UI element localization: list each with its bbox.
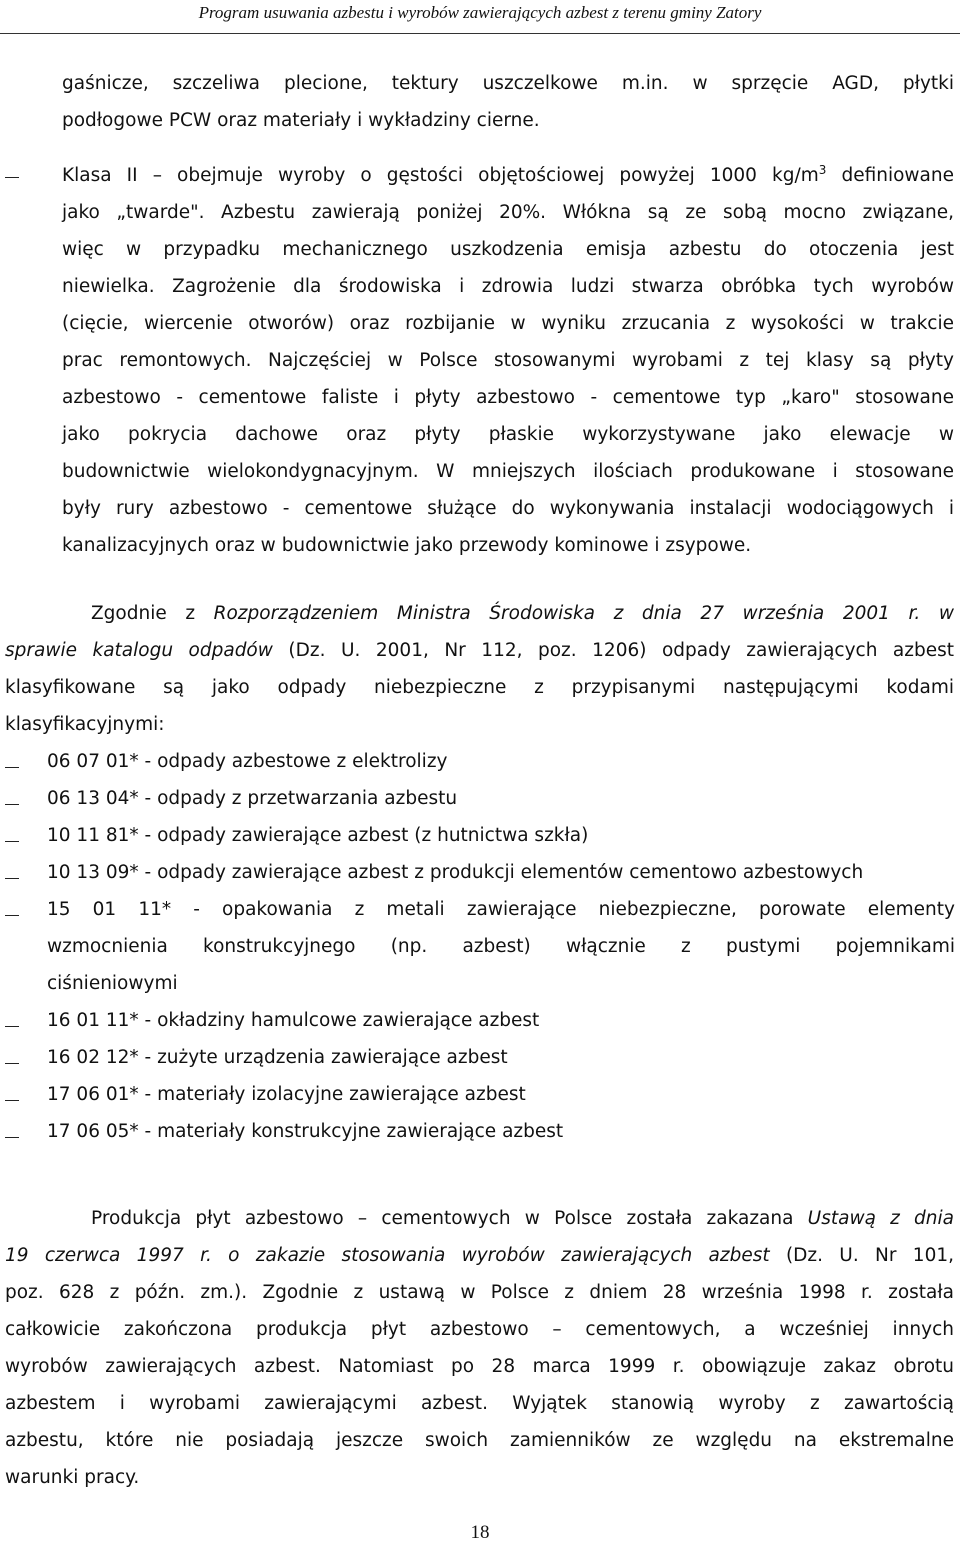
italic-span: Ustawą z dnia (807, 1208, 954, 1229)
text-line (5, 1200, 954, 1237)
dash-bullet (5, 878, 19, 879)
text-line: wzmocnienia konstrukcyjnego (np. azbest) włącznie z pustymi pojemnikami (47, 936, 955, 957)
text-line: azbestem i wyrobami zawierającymi azbest. Wyjątek stanowią wyroby z zawartością (5, 1393, 954, 1414)
list-item: 10 13 09* - odpady zawierające azbest z produkcji elementów cementowo azbestowych (47, 862, 864, 883)
dash-bullet (5, 767, 19, 768)
regulation-paragraph (5, 595, 954, 743)
dash-bullet (5, 1137, 19, 1138)
text-line: klasyfikowane są jako odpady niebezpieczne z przypisanymi następującymi kodami (5, 677, 954, 698)
text-line: kanalizacyjnych oraz w budownictwie jako przewody kominowe i zsypowe. (62, 535, 752, 557)
text-span: (Dz. U. Nr 101, (769, 1245, 954, 1266)
paragraph-continuation (62, 65, 954, 139)
italic-span: Rozporządzeniem Ministra Środowiska z dnia 27 września 2001 r. w (213, 603, 954, 624)
text-line: azbestowo - cementowe faliste i płyty azbestowo - cementowe typ „karo" stosowane (62, 387, 954, 409)
dash-bullet (5, 1063, 19, 1064)
text-span: Klasa II – obejmuje wyroby o gęstości objętościowej powyżej 1000 kg/m (62, 165, 819, 187)
text-line: całkowicie zakończona produkcja płyt azbestowo – cementowych, a wcześniej innych (5, 1319, 954, 1340)
text-span: Zgodnie z (91, 603, 214, 624)
text-line: warunki pracy. (5, 1467, 140, 1488)
text-span: Produkcja płyt azbestowo – cementowych w Polsce została zakazana (91, 1208, 808, 1229)
text-line: jako pokrycia dachowe oraz płyty płaskie wykorzystywane jako elewacje w (62, 424, 954, 446)
text-line: prac remontowych. Najczęściej w Polsce stosowanymi wyrobami z tej klasy są płyty (62, 350, 954, 372)
text-line: gaśnicze, szczeliwa plecione, tektury uszczelkowe m.in. w sprzęcie AGD, płytki (62, 73, 954, 94)
list-item: 17 06 05* - materiały konstrukcyjne zawierające azbest (47, 1121, 564, 1142)
list-item: 16 01 11* - okładziny hamulcowe zawierające azbest (47, 1010, 540, 1031)
italic-span: 19 czerwca 1997 r. o zakazie stosowania wyrobów zawierających azbest (5, 1245, 770, 1266)
page-number: 18 (470, 1522, 490, 1543)
running-header (0, 0, 960, 34)
text-line: podłogowe PCW oraz materiały i wykładziny cierne. (62, 110, 540, 131)
class-two-paragraph (62, 152, 954, 564)
text-span: definiowane (826, 165, 954, 187)
list-item: 06 07 01* - odpady azbestowe z elektrolizy (47, 751, 448, 772)
list-item: 17 06 01* - materiały izolacyjne zawierające azbest (47, 1084, 526, 1105)
list-item (47, 891, 955, 1002)
production-ban-paragraph (5, 1200, 954, 1496)
text-line: klasyfikacyjnymi: (5, 714, 165, 735)
text-line: (cięcie, wiercenie otworów) oraz rozbijanie w wyniku zrzucania z wysokości w trakcie (62, 313, 954, 335)
text-line: więc w przypadku mechanicznego uszkodzenia emisja azbestu do otoczenia jest (62, 239, 954, 261)
text-line: niewielka. Zagrożenie dla środowiska i zdrowia ludzi stwarza obróbka tych wyrobów (62, 276, 954, 298)
text-line: były rury azbestowo - cementowe służące do wykonywania instalacji wodociągowych i (62, 498, 954, 520)
dash-bullet (5, 841, 19, 842)
list-item: 16 02 12* - zużyte urządzenia zawierające azbest (47, 1047, 508, 1068)
text-line: wyrobów zawierających azbest. Natomiast po 28 marca 1999 r. obowiązuje zakaz obrotu (5, 1356, 954, 1377)
dash-bullet (5, 177, 19, 178)
text-line (5, 632, 954, 669)
italic-span: sprawie katalogu odpadów (5, 640, 273, 661)
superscript: 3 (818, 163, 827, 177)
dash-bullet (5, 915, 19, 916)
dash-bullet (5, 1100, 19, 1101)
text-line (62, 152, 954, 194)
text-line (5, 595, 954, 632)
dash-bullet (5, 1026, 19, 1027)
list-item: 06 13 04* - odpady z przetwarzania azbestu (47, 788, 458, 809)
text-line: budownictwie wielokondygnacyjnym. W mniejszych ilościach produkowane i stosowane (62, 461, 954, 483)
text-line: ciśnieniowymi (47, 973, 178, 994)
text-line: 15 01 11* - opakowania z metali zawierające niebezpieczne, porowate elementy (47, 899, 955, 920)
text-line: azbestu, które nie posiadają jeszcze swoich zamienników ze względu na ekstremalne (5, 1430, 954, 1451)
text-line: jako „twarde". Azbestu zawierają poniżej 20%. Włókna są ze sobą mocno związane, (62, 202, 954, 224)
running-header-title: Program usuwania azbestu i wyrobów zawierających azbest z terenu gminy Zatory (198, 3, 762, 22)
text-line (5, 1237, 954, 1274)
text-line: poz. 628 z późn. zm.). Zgodnie z ustawą w Polsce z dniem 28 września 1998 r. została (5, 1282, 954, 1303)
text-span: (Dz. U. 2001, Nr 112, poz. 1206) odpady zawierających azbest (272, 640, 954, 661)
list-item: 10 11 81* - odpady zawierające azbest (z hutnictwa szkła) (47, 825, 589, 846)
dash-bullet (5, 804, 19, 805)
